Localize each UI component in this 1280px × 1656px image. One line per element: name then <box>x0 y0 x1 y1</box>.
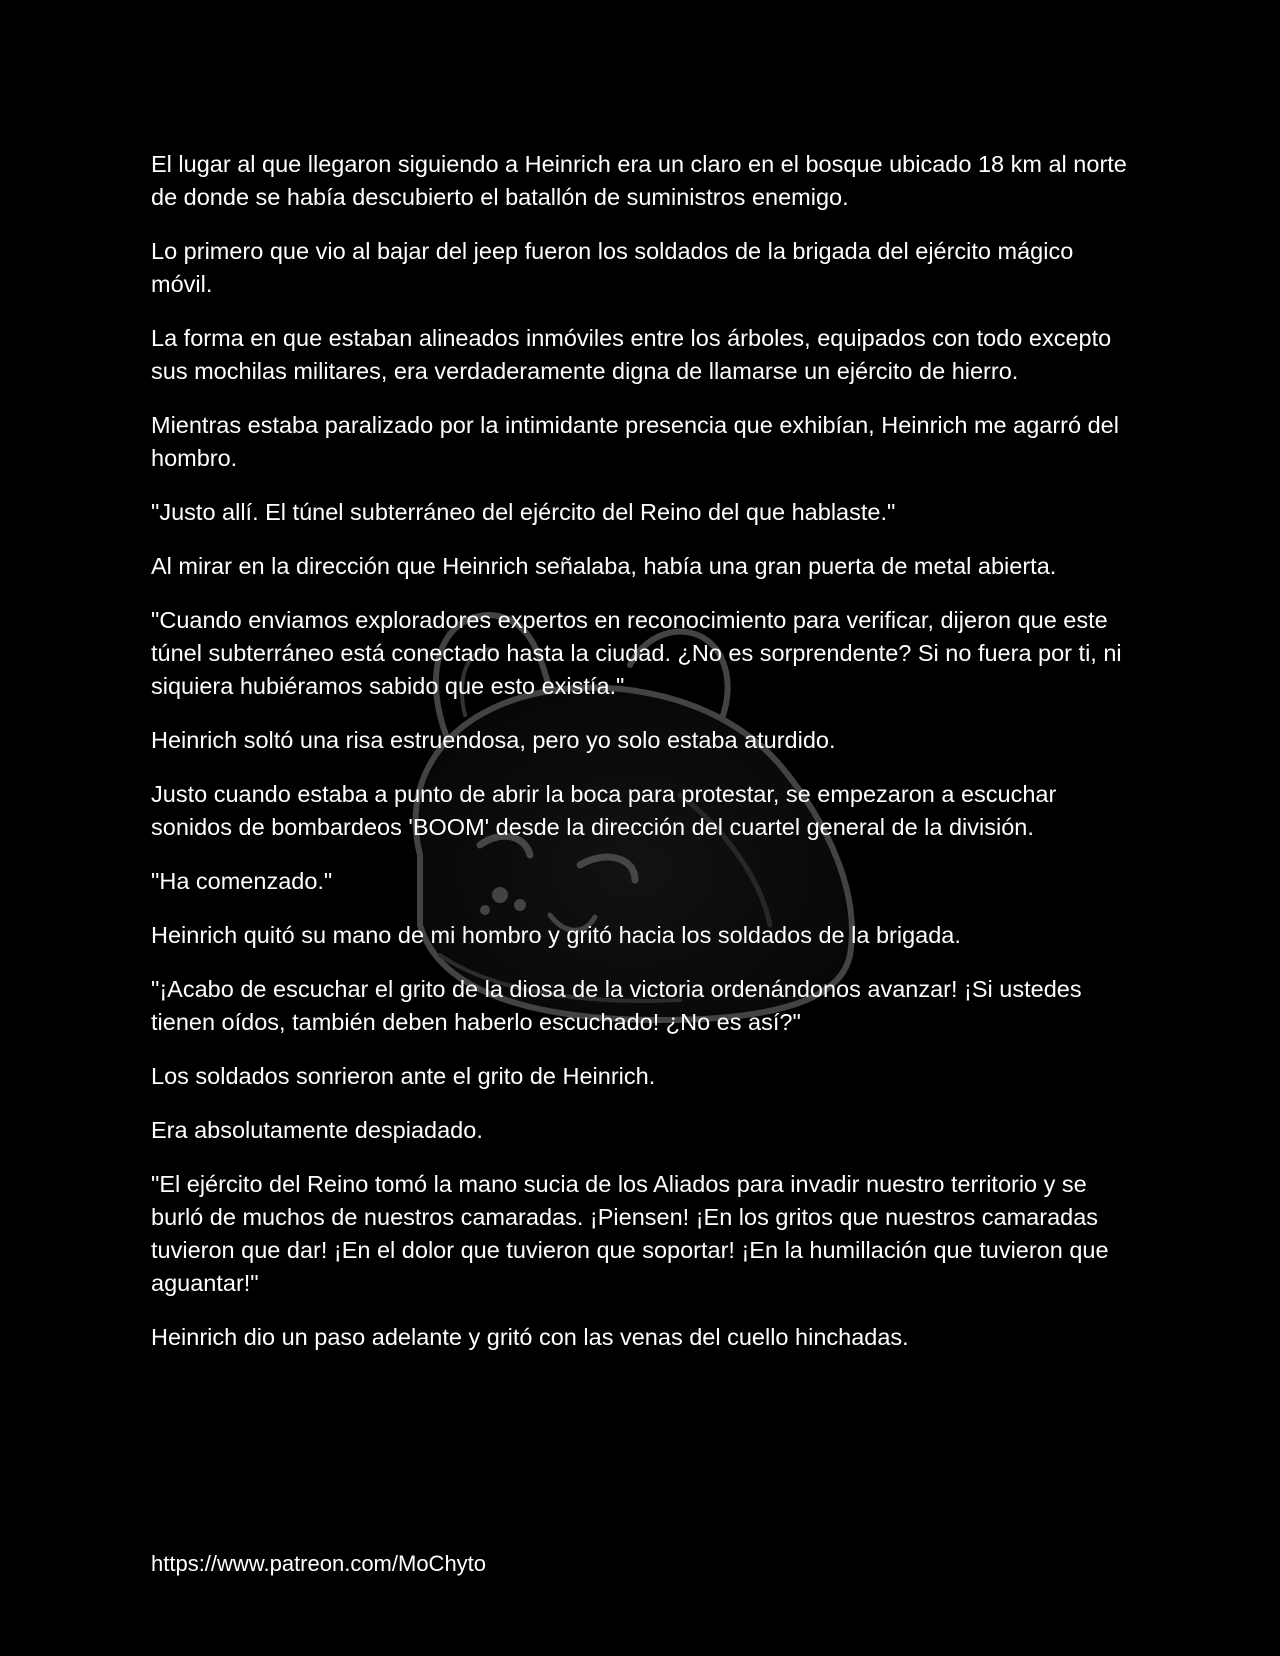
paragraph: "El ejército del Reino tomó la mano sucia de los Aliados para invadir nuestro territorio y se burló de muchos de nuestros camaradas. ¡Piensen! ¡En los gritos que nuestros camaradas tuvieron que dar! ¡En el dolor que tuvieron que soportar! ¡En la humillación que tuvieron que aguantar!" <box>151 1171 1109 1296</box>
document-body <box>151 148 1141 1375</box>
paragraph: "Cuando enviamos exploradores expertos en reconocimiento para verificar, dijeron que este túnel subterráneo está conectado hasta la ciudad. ¿No es sorprendente? Si no fuera por ti, ni siquiera hubiéramos sabido que esto existía." <box>151 607 1122 699</box>
paragraph: Lo primero que vio al bajar del jeep fueron los soldados de la brigada del ejército mágico móvil. <box>151 238 1074 297</box>
paragraph: Heinrich dio un paso adelante y gritó con las venas del cuello hinchadas. <box>151 1324 909 1350</box>
paragraph: La forma en que estaban alineados inmóviles entre los árboles, equipados con todo excepto sus mochilas militares, era verdaderamente digna de llamarse un ejército de hierro. <box>151 325 1112 384</box>
paragraph: Heinrich soltó una risa estruendosa, pero yo solo estaba aturdido. <box>151 727 836 753</box>
paragraph: El lugar al que llegaron siguiendo a Heinrich era un claro en el bosque ubicado 18 km al norte de donde se había descubierto el batallón de suministros enemigo. <box>151 151 1127 210</box>
paragraph: Al mirar en la dirección que Heinrich señalaba, había una gran puerta de metal abierta. <box>151 553 1057 579</box>
paragraph: Los soldados sonrieron ante el grito de Heinrich. <box>151 1063 656 1089</box>
paragraph: Era absolutamente despiadado. <box>151 1117 483 1143</box>
paragraph: "Justo allí. El túnel subterráneo del ejército del Reino del que hablaste." <box>151 499 896 525</box>
paragraph: "¡Acabo de escuchar el grito de la diosa de la victoria ordenándonos avanzar! ¡Si ustedes tienen oídos, también deben haberlo escuchado! ¿No es así?" <box>151 976 1082 1035</box>
paragraph: Justo cuando estaba a punto de abrir la boca para protestar, se empezaron a escuchar sonidos de bombardeos 'BOOM' desde la dirección del cuartel general de la división. <box>151 781 1057 840</box>
paragraph: "Ha comenzado." <box>151 868 333 894</box>
patreon-link[interactable]: https://www.patreon.com/MoChyto <box>151 1551 487 1576</box>
paragraph: Mientras estaba paralizado por la intimidante presencia que exhibían, Heinrich me agarró del hombro. <box>151 412 1119 471</box>
paragraph: Heinrich quitó su mano de mi hombro y gritó hacia los soldados de la brigada. <box>151 922 961 948</box>
